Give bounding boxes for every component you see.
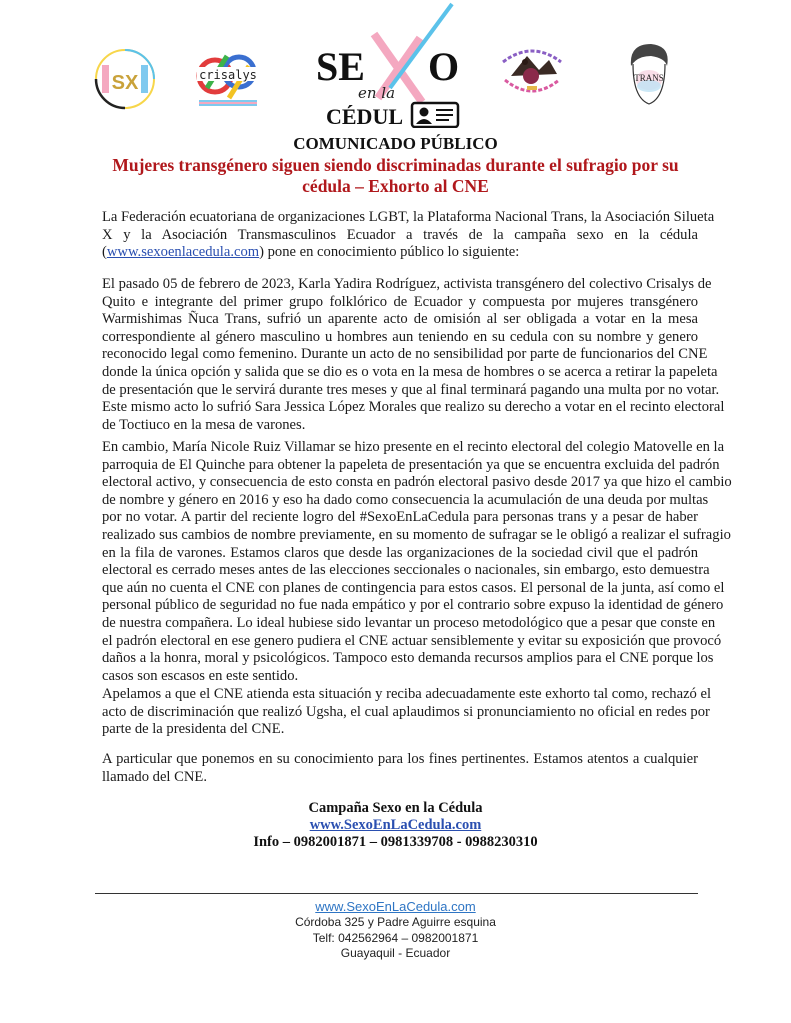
sexo-logo-en-la: en la	[358, 84, 396, 102]
silueta-x-logo-text: SX	[111, 72, 139, 94]
text-line: Apelamos a que el CNE atienda esta situación y reciba adecuadamente este exhorto tal como, rechazó el	[102, 686, 712, 702]
text-line: Quito e integrante del primer grupo folklórico de Ecuador y compuesta por mujeres transgénero	[102, 293, 698, 310]
text-line: La Federación ecuatoriana de organizaciones LGBT, la Plataforma Nacional Trans, la Asociación Silueta	[102, 209, 715, 225]
intro-suffix: ) pone en conocimiento público lo siguiente:	[259, 244, 520, 261]
transmasculinos-logo-icon	[625, 40, 673, 108]
text-line: En cambio, María Nicole Ruiz Villamar se hizo presente en el recinto electoral del colegio Matovelle en la	[102, 439, 725, 455]
footer-website-link[interactable]: www.SexoEnLaCedula.com	[315, 899, 476, 914]
text-line	[102, 244, 698, 262]
logo-crisalys	[193, 48, 263, 110]
signature-website-wrap	[0, 817, 791, 835]
logo-transmasculinos	[625, 40, 673, 108]
text-line: correspondiente al género masculino u hombres aun teniendo en su cedula con su nombre y genero	[102, 328, 698, 345]
document-subheading-line-2: cédula – Exhorto al CNE	[302, 176, 489, 196]
footer-phone: Telf: 042562964 – 0982001871	[312, 931, 479, 945]
text-line: X y la Asociación Transmasculinos Ecuador a través de la campaña sexo en la cédula	[102, 226, 698, 243]
text-line: de nuestra compañera. Lo ideal hubiese sido levantar un proceso metodológico que a pesar que conste en	[102, 614, 716, 631]
crisalys-logo-text: crisalys	[199, 68, 257, 82]
text-line: realizado sus cambios de nombre previamente, en su momento de sufragar se le obligó a realizar el sufragio	[102, 526, 731, 543]
warmishimas-logo-icon	[497, 40, 567, 102]
document-subheading-line-1: Mujeres transgénero siguen siendo discriminadas durante el sufragio por su	[112, 155, 679, 175]
text-line: parroquia de El Quinche para obtener la papeleta de presentación ya que se encuentra excluida del padrón	[102, 456, 720, 473]
text-line: acto de discriminación que realizó Ugsha, el cual aplaudimos si pronunciamiento no oficial en redes por	[102, 703, 710, 720]
sexo-en-la-cedula-logo-icon	[312, 2, 472, 128]
signature-website-link[interactable]: www.SexoEnLaCedula.com	[309, 817, 482, 833]
signature-info: Info – 0982001871 – 0981339708 - 0988230310	[253, 834, 538, 850]
silueta-x-logo-icon	[93, 47, 157, 111]
text-line: electoral activo, y consecuencia de esto consta en padrón electoral pasivo desde 2017 ya que hizo el cambio	[102, 474, 732, 491]
text-line: Warmishimas Ñuca Trans, sufrió un aparente acto de omisión al ser obligada a votar en la mesa	[102, 311, 698, 328]
signature-campaign: Campaña Sexo en la Cédula	[308, 800, 483, 816]
trans-logo-text: TRANS	[634, 73, 664, 83]
text-line: electoral es cerrado meses antes de las elecciones seccionales o nacionales, sin embargo, esto demuestra	[102, 562, 710, 579]
logo-sexo-en-la-cedula	[312, 2, 472, 128]
text-line: el padrón electoral en ese genero pudiera el CNE actuar sensiblemente y evitar su exposición que provocó	[102, 632, 722, 649]
text-line: donde la única opción y salida que se dio es o vota en la mesa de hombres o se acerca a retirar la papeleta	[102, 363, 718, 380]
text-line: de Toctiuco en la mesa de varones.	[102, 416, 306, 433]
text-line: de presentación que le servirá durante tres meses y que al final terminará pagando una multa por no votar.	[102, 381, 720, 398]
text-line: A particular que ponemos en su conocimiento para los fines pertinentes. Estamos atentos a cualquier	[102, 751, 698, 767]
paragraph-closing	[102, 751, 698, 786]
logo-silueta-x	[93, 47, 157, 111]
footer-divider	[95, 893, 698, 894]
text-line: personal público de seguridad no fue nada empático y por el contrario sobre expuso la identidad de género	[102, 597, 724, 614]
sexo-logo-cedula: CÉDUL	[326, 104, 404, 128]
text-line: Este mismo acto lo sufrió Sara Jessica López Morales que realizo su derecho a votar en el recinto electoral	[102, 399, 725, 416]
footer-city: Guayaquil - Ecuador	[340, 946, 451, 960]
text-line: llamado del CNE.	[102, 768, 207, 785]
text-line: que aún no cuenta el CNE con planes de contingencia para estos casos. El personal de la junta, así como el	[102, 579, 725, 596]
text-line: parte de la presidenta del CNE.	[102, 721, 285, 738]
sexoenlacedula-link[interactable]: www.sexoenlacedula.com	[106, 244, 260, 261]
footer-address: Córdoba 325 y Padre Aguirre esquina	[295, 915, 496, 929]
logo-warmishimas	[497, 40, 567, 102]
paragraph-apelamos	[102, 686, 712, 739]
sexo-logo-o: O	[428, 44, 460, 89]
paragraph-maria	[102, 439, 732, 685]
text-line: de nombre y género en 2016 y eso ha dado como consecuencia la acumulación de una deuda por multas	[102, 491, 709, 508]
sexo-logo-se: SE	[316, 44, 365, 89]
document-heading: COMUNICADO PÚBLICO	[293, 134, 498, 153]
text-line: en la fila de varones. Estamos claros que desde las organizaciones de la sociedad civil que el padrón	[102, 544, 698, 561]
paragraph-karla	[102, 276, 725, 434]
paragraph-intro	[102, 209, 715, 262]
crisalys-logo-icon	[193, 48, 263, 110]
text-line: reconocido legal como femenino. Durante un acto de no sensibilidad por parte de funcionarios del CNE	[102, 346, 708, 363]
text-line: por no votar. A partir del reciente logro del #SexoEnLaCedula para personas trans y a pesar de haber	[102, 509, 698, 526]
text-line: casos son escasos en este sentido.	[102, 667, 299, 684]
paren-open: (	[102, 244, 107, 261]
text-line: El pasado 05 de febrero de 2023, Karla Yadira Rodríguez, activista transgénero del colectivo Crisalys de	[102, 276, 712, 292]
text-line: daños a la honra, moral y psicológicos. Tampoco esto demanda recursos amplios para el CNE porque los	[102, 650, 714, 667]
footer-website-wrap	[0, 899, 791, 915]
